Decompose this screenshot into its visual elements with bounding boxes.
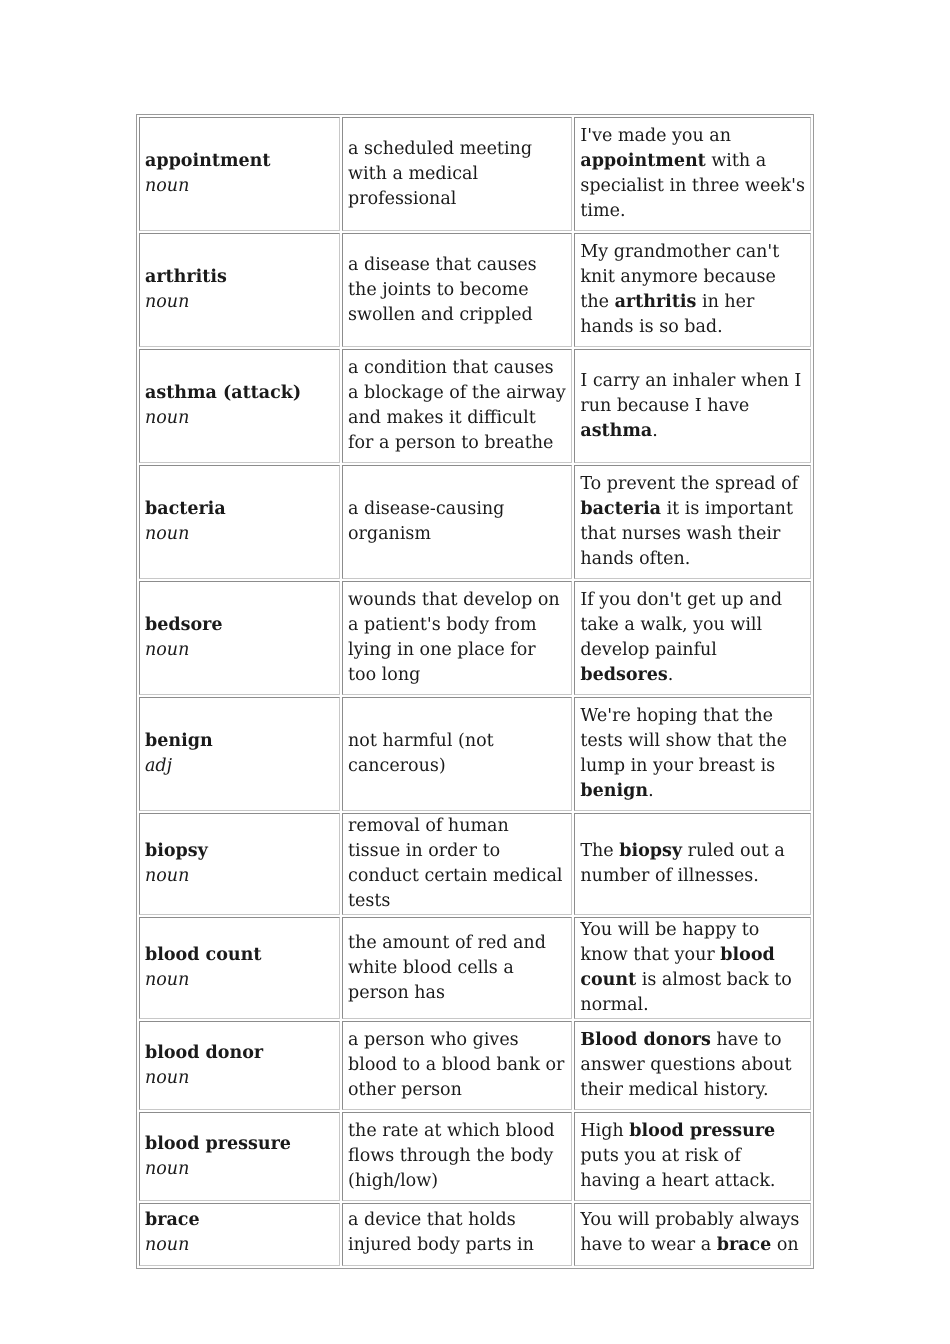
- example-text: If you don't get up and take a walk, you will develop painful: [580, 590, 783, 660]
- example-text: on: [771, 1235, 799, 1255]
- example-text: it is important that nurses wash their hands often.: [580, 499, 793, 569]
- example-cell: [574, 581, 811, 695]
- table-row: [139, 697, 811, 811]
- example-text: You will probably always have to wear a: [580, 1210, 800, 1255]
- example-text: puts you at risk of having a heart attack.: [580, 1146, 776, 1191]
- term-word: arthritis: [145, 267, 227, 287]
- example-text: have to answer questions about their medical history.: [580, 1030, 792, 1100]
- table-row: [139, 813, 811, 915]
- example-highlight: brace: [716, 1235, 772, 1255]
- example-cell: [574, 233, 811, 347]
- term-word: benign: [145, 731, 213, 751]
- table-row: [139, 465, 811, 579]
- definition-cell: [342, 1203, 572, 1266]
- part-of-speech: noun: [145, 292, 190, 312]
- example-highlight: Blood donors: [580, 1030, 711, 1050]
- example-text: My grandmother can't knit anymore because the: [580, 242, 780, 312]
- definition-cell: removal of human tissue in order to conduct certain medical tests: [342, 813, 572, 915]
- example-highlight: blood pressure: [629, 1121, 776, 1141]
- example-text: I carry an inhaler when I run because I have: [580, 370, 802, 416]
- term-word: blood pressure: [145, 1133, 291, 1154]
- example-highlight: bacteria: [580, 499, 662, 519]
- term-cell: [139, 465, 340, 579]
- example-text: You will be happy to know that your: [580, 920, 760, 965]
- example-text: The: [580, 841, 620, 861]
- part-of-speech: noun: [145, 866, 190, 886]
- part-of-speech: noun: [145, 970, 190, 990]
- part-of-speech: noun: [145, 1067, 190, 1088]
- term-cell: [139, 813, 340, 915]
- part-of-speech: noun: [145, 1235, 190, 1255]
- definition-cell: a scheduled meeting with a medical professional: [342, 117, 572, 231]
- term-cell: [139, 1021, 340, 1110]
- definition-text: a device that holds injured body parts in: [348, 1210, 534, 1255]
- example-text: High: [580, 1121, 630, 1141]
- example-cell: [574, 349, 811, 463]
- example-cell: [574, 465, 811, 579]
- definition-cell: a person who gives blood to a blood bank or other person: [342, 1021, 572, 1110]
- definition-cell: the rate at which blood flows through the body (high/low): [342, 1112, 572, 1201]
- example-text: To prevent the spread of: [580, 474, 799, 494]
- term-word: blood count: [145, 945, 262, 965]
- example-cell: [574, 1112, 811, 1201]
- term-cell: [139, 697, 340, 811]
- definition-cell: the amount of red and white blood cells a person has: [342, 917, 572, 1019]
- example-text: with a specialist in three week's time.: [580, 151, 805, 221]
- example-highlight: bedsores: [580, 665, 668, 685]
- table-row: [139, 349, 811, 463]
- example-text: We're hoping that the tests will show that the lump in your breast is: [580, 706, 787, 776]
- example-highlight: arthritis: [614, 292, 697, 312]
- definition-cell: wounds that develop on a patient's body from lying in one place for too long: [342, 581, 572, 695]
- example-text: I've made you an: [580, 126, 731, 146]
- example-cell: [574, 917, 811, 1019]
- term-cell: [139, 1112, 340, 1201]
- definition-cell: a disease-causing organism: [342, 465, 572, 579]
- term-cell: [139, 1203, 340, 1266]
- term-word: bedsore: [145, 615, 223, 635]
- part-of-speech: noun: [145, 176, 190, 196]
- definition-cell: a disease that causes the joints to become swollen and crippled: [342, 233, 572, 347]
- example-cell: [574, 117, 811, 231]
- table-row: [139, 581, 811, 695]
- table-row: [139, 117, 811, 231]
- definition-cell: not harmful (not cancerous): [342, 697, 572, 811]
- part-of-speech: adj: [145, 756, 173, 776]
- term-cell: [139, 349, 340, 463]
- term-word: bacteria: [145, 499, 226, 519]
- part-of-speech: noun: [145, 524, 190, 544]
- table-row: [139, 233, 811, 347]
- term-word: appointment: [145, 151, 271, 171]
- term-word: brace: [145, 1210, 200, 1230]
- example-cell: [574, 1203, 811, 1266]
- example-text: .: [652, 420, 658, 441]
- table-row: [139, 917, 811, 1019]
- table-row: [139, 1112, 811, 1201]
- part-of-speech: noun: [145, 1158, 190, 1179]
- example-text: .: [667, 665, 674, 685]
- example-cell: [574, 697, 811, 811]
- example-text: ruled out a number of illnesses.: [580, 841, 785, 886]
- definition-cell: a condition that causes a blockage of the airway and makes it difficult for a person to breathe: [342, 349, 572, 463]
- term-word: blood donor: [145, 1042, 264, 1063]
- example-text: .: [648, 781, 654, 801]
- term-word: asthma (attack): [145, 383, 302, 403]
- example-highlight: biopsy: [619, 841, 683, 861]
- term-cell: [139, 917, 340, 1019]
- example-cell: [574, 1021, 811, 1110]
- example-highlight: appointment: [580, 151, 706, 171]
- part-of-speech: noun: [145, 640, 190, 660]
- table-row: [139, 1021, 811, 1110]
- part-of-speech: noun: [145, 408, 190, 428]
- example-highlight: benign: [580, 781, 649, 801]
- table-row: [139, 1203, 811, 1266]
- example-highlight: asthma: [580, 420, 653, 441]
- term-cell: [139, 233, 340, 347]
- example-highlight: blood count: [580, 945, 775, 990]
- example-cell: [574, 813, 811, 915]
- term-word: biopsy: [145, 841, 208, 861]
- term-cell: [139, 581, 340, 695]
- vocabulary-table: [136, 114, 814, 1269]
- example-text: in her hands is so bad.: [580, 292, 755, 337]
- example-text: is almost back to normal.: [580, 970, 792, 1015]
- term-cell: [139, 117, 340, 231]
